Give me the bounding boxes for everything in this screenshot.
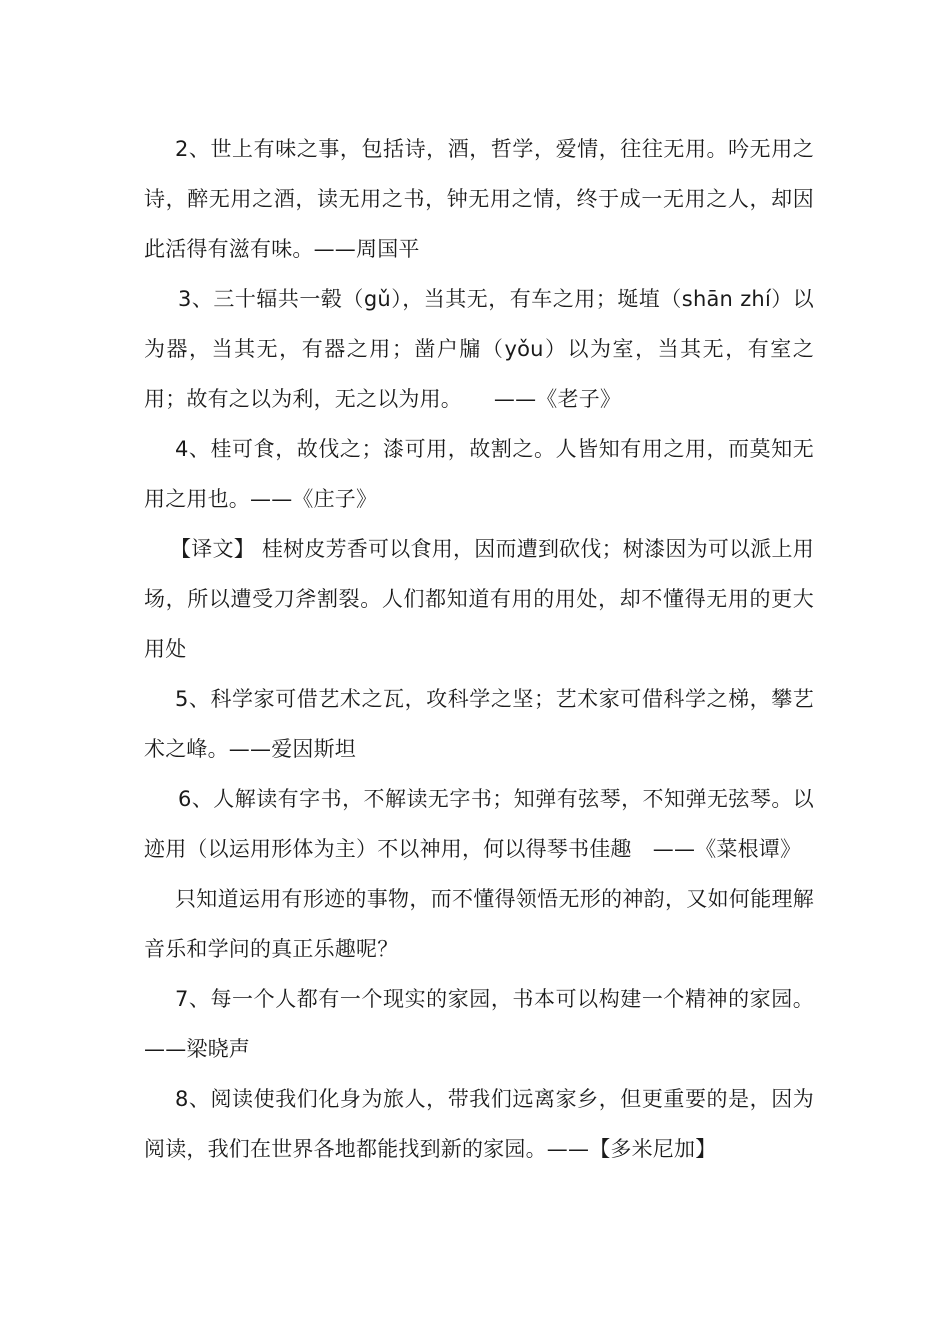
quote-paragraph-4: 4、桂可食，故伐之；漆可用，故割之。人皆知有用之用，而莫知无用之用也。——《庄子》 [144, 437, 814, 511]
document-body [144, 124, 814, 1174]
quote-paragraph-8: 8、阅读使我们化身为旅人，带我们远离家乡，但更重要的是，因为阅读，我们在世界各地都能找到新的家园。——【多米尼加】 [144, 1087, 814, 1161]
quote-paragraph-3: 3、三十辐共一毂（gǔ），当其无，有车之用；埏埴（shān zhí）以为器，当其无，有器之用；凿户牖（yǒu）以为室，当其无，有室之用；故有之以为利，无之以为用。 ——《老子》 [144, 287, 814, 411]
quote-paragraph-5: 5、科学家可借艺术之瓦，攻科学之坚；艺术家可借科学之梯，攀艺术之峰。——爱因斯坦 [144, 687, 814, 761]
translation-paragraph-4: 【译文】 桂树皮芳香可以食用，因而遭到砍伐；树漆因为可以派上用场，所以遭受刀斧割裂。人们都知道有用的用处，却不懂得无用的更大用处 [144, 537, 814, 661]
explanation-paragraph-6: 只知道运用有形迹的事物，而不懂得领悟无形的神韵，又如何能理解音乐和学问的真正乐趣呢？ [144, 887, 814, 961]
quote-paragraph-7: 7、每一个人都有一个现实的家园，书本可以构建一个精神的家园。 ——梁晓声 [144, 987, 814, 1061]
quote-paragraph-6: 6、人解读有字书，不解读无字书；知弹有弦琴，不知弹无弦琴。以迹用（以运用形体为主）不以神用，何以得琴书佳趣 ——《菜根谭》 [144, 787, 814, 861]
quote-paragraph-2: 2、世上有味之事，包括诗，酒，哲学，爱情，往往无用。吟无用之诗，醉无用之酒，读无用之书，钟无用之情，终于成一无用之人，却因此活得有滋有味。——周国平 [144, 137, 814, 261]
